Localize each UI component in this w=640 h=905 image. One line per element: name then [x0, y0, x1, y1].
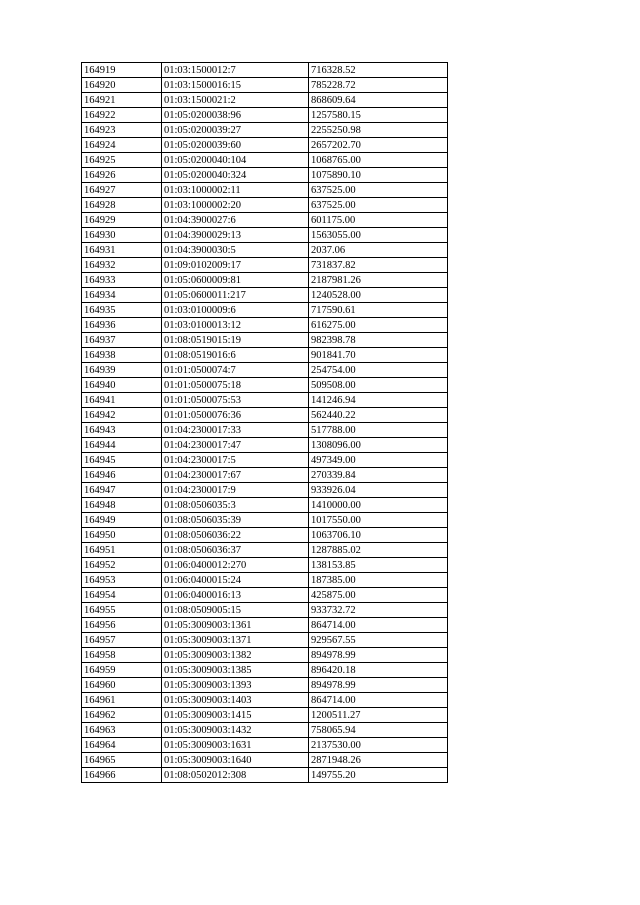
cell-amount: 1068765.00 — [309, 153, 448, 168]
cell-id: 164963 — [82, 723, 162, 738]
cell-cadastral-number: 01:03:1000002:11 — [162, 183, 309, 198]
table-row — [82, 753, 448, 768]
table-row — [82, 228, 448, 243]
cell-id: 164947 — [82, 483, 162, 498]
table-row — [82, 408, 448, 423]
table-row — [82, 78, 448, 93]
table-row — [82, 498, 448, 513]
cell-amount: 716328.52 — [309, 63, 448, 78]
table-row — [82, 603, 448, 618]
table-row — [82, 528, 448, 543]
table-row — [82, 378, 448, 393]
cell-cadastral-number: 01:05:0200038:96 — [162, 108, 309, 123]
table-row — [82, 288, 448, 303]
cell-amount: 1563055.00 — [309, 228, 448, 243]
cell-id: 164927 — [82, 183, 162, 198]
cell-id: 164929 — [82, 213, 162, 228]
cell-id: 164944 — [82, 438, 162, 453]
cell-id: 164962 — [82, 708, 162, 723]
cell-amount: 1200511.27 — [309, 708, 448, 723]
cell-id: 164919 — [82, 63, 162, 78]
table-row — [82, 213, 448, 228]
table-row — [82, 558, 448, 573]
cell-amount: 562440.22 — [309, 408, 448, 423]
cell-id: 164935 — [82, 303, 162, 318]
cell-amount: 2255250.98 — [309, 123, 448, 138]
cell-amount: 2187981.26 — [309, 273, 448, 288]
cell-amount: 894978.99 — [309, 648, 448, 663]
cell-cadastral-number: 01:04:3900027:6 — [162, 213, 309, 228]
cell-id: 164959 — [82, 663, 162, 678]
cell-cadastral-number: 01:03:1000002:20 — [162, 198, 309, 213]
table-row — [82, 723, 448, 738]
table-row — [82, 513, 448, 528]
cell-cadastral-number: 01:05:3009003:1361 — [162, 618, 309, 633]
cell-cadastral-number: 01:08:0506035:39 — [162, 513, 309, 528]
cell-amount: 864714.00 — [309, 618, 448, 633]
table-row — [82, 573, 448, 588]
table-row — [82, 618, 448, 633]
cell-id: 164966 — [82, 768, 162, 783]
cell-cadastral-number: 01:08:0506035:3 — [162, 498, 309, 513]
cell-id: 164924 — [82, 138, 162, 153]
cell-cadastral-number: 01:09:0102009:17 — [162, 258, 309, 273]
table-row — [82, 708, 448, 723]
table-row — [82, 423, 448, 438]
table-row — [82, 318, 448, 333]
cell-id: 164920 — [82, 78, 162, 93]
cell-cadastral-number: 01:08:0506036:37 — [162, 543, 309, 558]
cell-cadastral-number: 01:06:0400016:13 — [162, 588, 309, 603]
cell-cadastral-number: 01:04:2300017:33 — [162, 423, 309, 438]
cell-cadastral-number: 01:06:0400015:24 — [162, 573, 309, 588]
cell-id: 164953 — [82, 573, 162, 588]
cell-amount: 616275.00 — [309, 318, 448, 333]
cell-cadastral-number: 01:04:3900030:5 — [162, 243, 309, 258]
cell-amount: 1287885.02 — [309, 543, 448, 558]
cell-amount: 425875.00 — [309, 588, 448, 603]
cell-id: 164923 — [82, 123, 162, 138]
cell-amount: 141246.94 — [309, 393, 448, 408]
table-row — [82, 198, 448, 213]
table-row — [82, 243, 448, 258]
table-row — [82, 768, 448, 783]
cell-cadastral-number: 01:05:3009003:1403 — [162, 693, 309, 708]
cell-id: 164954 — [82, 588, 162, 603]
cell-amount: 868609.64 — [309, 93, 448, 108]
cell-amount: 1075890.10 — [309, 168, 448, 183]
cell-id: 164957 — [82, 633, 162, 648]
cell-amount: 509508.00 — [309, 378, 448, 393]
cell-id: 164945 — [82, 453, 162, 468]
cell-id: 164937 — [82, 333, 162, 348]
table-row — [82, 138, 448, 153]
table-row — [82, 333, 448, 348]
cell-cadastral-number: 01:01:0500074:7 — [162, 363, 309, 378]
cell-cadastral-number: 01:08:0519015:19 — [162, 333, 309, 348]
cell-cadastral-number: 01:08:0502012:308 — [162, 768, 309, 783]
cell-amount: 731837.82 — [309, 258, 448, 273]
cell-cadastral-number: 01:05:3009003:1432 — [162, 723, 309, 738]
table-row — [82, 738, 448, 753]
cell-amount: 929567.55 — [309, 633, 448, 648]
cell-amount: 864714.00 — [309, 693, 448, 708]
table-row — [82, 648, 448, 663]
cell-amount: 896420.18 — [309, 663, 448, 678]
cell-id: 164955 — [82, 603, 162, 618]
cell-amount: 1240528.00 — [309, 288, 448, 303]
cell-id: 164965 — [82, 753, 162, 768]
cell-cadastral-number: 01:05:3009003:1640 — [162, 753, 309, 768]
cell-id: 164964 — [82, 738, 162, 753]
cell-cadastral-number: 01:04:2300017:5 — [162, 453, 309, 468]
cell-id: 164925 — [82, 153, 162, 168]
table-row — [82, 453, 448, 468]
cell-cadastral-number: 01:05:0600011:217 — [162, 288, 309, 303]
cell-cadastral-number: 01:08:0506036:22 — [162, 528, 309, 543]
table-body — [82, 63, 448, 783]
cell-cadastral-number: 01:05:0200039:60 — [162, 138, 309, 153]
cell-amount: 982398.78 — [309, 333, 448, 348]
cell-amount: 187385.00 — [309, 573, 448, 588]
cell-cadastral-number: 01:01:0500075:53 — [162, 393, 309, 408]
cell-amount: 758065.94 — [309, 723, 448, 738]
table-row — [82, 393, 448, 408]
table-row — [82, 438, 448, 453]
table-row — [82, 348, 448, 363]
cell-id: 164958 — [82, 648, 162, 663]
cell-cadastral-number: 01:04:2300017:9 — [162, 483, 309, 498]
cell-id: 164943 — [82, 423, 162, 438]
cell-cadastral-number: 01:05:0200040:104 — [162, 153, 309, 168]
cell-id: 164961 — [82, 693, 162, 708]
table-row — [82, 153, 448, 168]
table-row — [82, 108, 448, 123]
cell-amount: 2657202.70 — [309, 138, 448, 153]
cell-cadastral-number: 01:08:0519016:6 — [162, 348, 309, 363]
table-row — [82, 123, 448, 138]
cell-id: 164931 — [82, 243, 162, 258]
cell-id: 164938 — [82, 348, 162, 363]
table-row — [82, 678, 448, 693]
cell-id: 164926 — [82, 168, 162, 183]
table-row — [82, 543, 448, 558]
cell-cadastral-number: 01:06:0400012:270 — [162, 558, 309, 573]
cell-id: 164921 — [82, 93, 162, 108]
cell-amount: 785228.72 — [309, 78, 448, 93]
cell-id: 164932 — [82, 258, 162, 273]
cell-amount: 1308096.00 — [309, 438, 448, 453]
table-row — [82, 303, 448, 318]
cell-amount: 933732.72 — [309, 603, 448, 618]
cell-cadastral-number: 01:01:0500076:36 — [162, 408, 309, 423]
cell-amount: 637525.00 — [309, 183, 448, 198]
cell-cadastral-number: 01:04:3900029:13 — [162, 228, 309, 243]
cell-amount: 1063706.10 — [309, 528, 448, 543]
table-row — [82, 183, 448, 198]
cell-amount: 2137530.00 — [309, 738, 448, 753]
cell-amount: 1257580.15 — [309, 108, 448, 123]
table-row — [82, 273, 448, 288]
cell-cadastral-number: 01:05:3009003:1393 — [162, 678, 309, 693]
cell-cadastral-number: 01:08:0509005:15 — [162, 603, 309, 618]
cell-cadastral-number: 01:05:3009003:1415 — [162, 708, 309, 723]
table-row — [82, 363, 448, 378]
cell-id: 164939 — [82, 363, 162, 378]
table-row — [82, 693, 448, 708]
cell-cadastral-number: 01:04:2300017:67 — [162, 468, 309, 483]
cell-cadastral-number: 01:03:1500012:7 — [162, 63, 309, 78]
cell-id: 164928 — [82, 198, 162, 213]
cell-id: 164940 — [82, 378, 162, 393]
cell-amount: 717590.61 — [309, 303, 448, 318]
table-row — [82, 168, 448, 183]
cell-cadastral-number: 01:03:0100013:12 — [162, 318, 309, 333]
cell-id: 164952 — [82, 558, 162, 573]
cell-id: 164946 — [82, 468, 162, 483]
table-row — [82, 258, 448, 273]
cell-id: 164960 — [82, 678, 162, 693]
cell-cadastral-number: 01:03:1500021:2 — [162, 93, 309, 108]
cell-cadastral-number: 01:05:0200040:324 — [162, 168, 309, 183]
cell-amount: 933926.04 — [309, 483, 448, 498]
cell-amount: 149755.20 — [309, 768, 448, 783]
cell-id: 164949 — [82, 513, 162, 528]
cell-id: 164951 — [82, 543, 162, 558]
cell-amount: 254754.00 — [309, 363, 448, 378]
cell-amount: 2037.06 — [309, 243, 448, 258]
cell-id: 164942 — [82, 408, 162, 423]
table-row — [82, 468, 448, 483]
cell-cadastral-number: 01:05:0200039:27 — [162, 123, 309, 138]
table-row — [82, 483, 448, 498]
cell-id: 164936 — [82, 318, 162, 333]
table-row — [82, 93, 448, 108]
cell-amount: 138153.85 — [309, 558, 448, 573]
cell-id: 164941 — [82, 393, 162, 408]
table-row — [82, 588, 448, 603]
cell-cadastral-number: 01:05:0600009:81 — [162, 273, 309, 288]
cell-cadastral-number: 01:05:3009003:1385 — [162, 663, 309, 678]
cell-amount: 2871948.26 — [309, 753, 448, 768]
cell-cadastral-number: 01:03:0100009:6 — [162, 303, 309, 318]
cell-amount: 270339.84 — [309, 468, 448, 483]
table-row — [82, 63, 448, 78]
table-row — [82, 633, 448, 648]
cell-id: 164948 — [82, 498, 162, 513]
cell-amount: 637525.00 — [309, 198, 448, 213]
cell-id: 164956 — [82, 618, 162, 633]
cell-amount: 1017550.00 — [309, 513, 448, 528]
table-row — [82, 663, 448, 678]
cell-id: 164950 — [82, 528, 162, 543]
cell-amount: 497349.00 — [309, 453, 448, 468]
cell-amount: 901841.70 — [309, 348, 448, 363]
cell-id: 164930 — [82, 228, 162, 243]
cell-amount: 894978.99 — [309, 678, 448, 693]
cell-amount: 517788.00 — [309, 423, 448, 438]
cell-cadastral-number: 01:05:3009003:1382 — [162, 648, 309, 663]
cell-cadastral-number: 01:05:3009003:1371 — [162, 633, 309, 648]
cell-cadastral-number: 01:01:0500075:18 — [162, 378, 309, 393]
cell-cadastral-number: 01:05:3009003:1631 — [162, 738, 309, 753]
cell-amount: 1410000.00 — [309, 498, 448, 513]
cell-cadastral-number: 01:04:2300017:47 — [162, 438, 309, 453]
data-table — [81, 62, 448, 783]
cell-id: 164933 — [82, 273, 162, 288]
cell-amount: 601175.00 — [309, 213, 448, 228]
cell-cadastral-number: 01:03:1500016:15 — [162, 78, 309, 93]
cell-id: 164922 — [82, 108, 162, 123]
cell-id: 164934 — [82, 288, 162, 303]
